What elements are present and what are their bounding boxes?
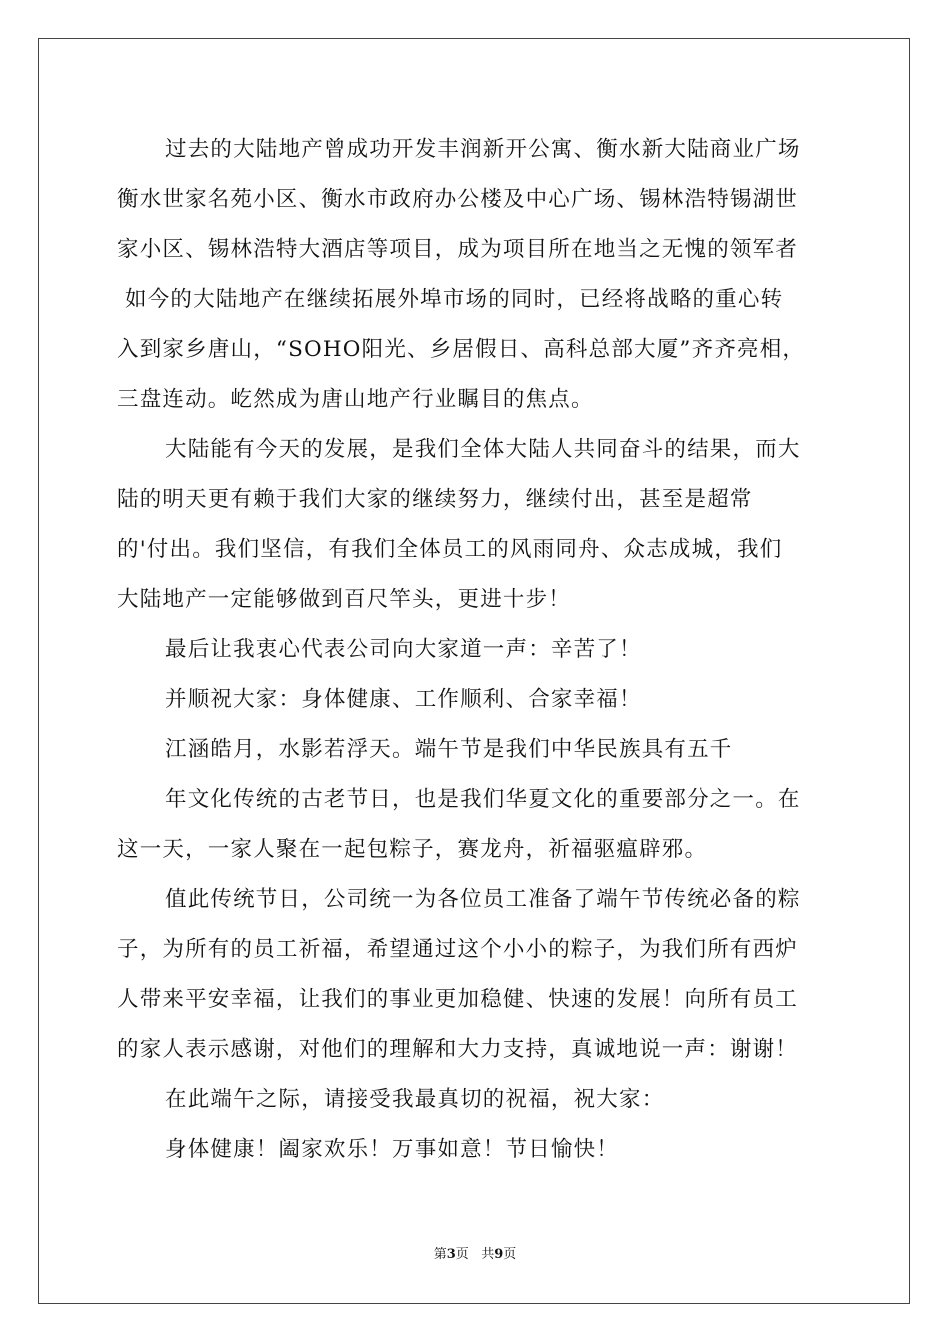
- text-line: 最后让我衷心代表公司向大家道一声：辛苦了！: [165, 637, 642, 662]
- page-footer: [0, 1246, 950, 1264]
- text-line: 陆的明天更有赖于我们大家的继续努力，继续付出，甚至是超常: [117, 487, 753, 512]
- text-line: 子，为所有的员工祈福，希望通过这个小小的粽子，为我们所有西炉: [117, 937, 799, 962]
- total-suffix: 页: [503, 1247, 517, 1262]
- text-line: 家小区、锡林浩特大酒店等项目，成为项目所在地当之无愧的领军者: [117, 237, 799, 262]
- text-line: 衡水世家名苑小区、衡水市政府办公楼及中心广场、锡林浩特锡湖世: [117, 187, 799, 212]
- text-line: 大陆能有今天的发展，是我们全体大陆人共同奋斗的结果，而大: [165, 437, 801, 462]
- page-total: 9: [494, 1247, 504, 1262]
- page-current: 3: [446, 1247, 456, 1262]
- total-prefix: 共: [481, 1247, 495, 1262]
- page-prefix: 第: [433, 1247, 447, 1262]
- page-suffix: 页: [455, 1247, 469, 1262]
- text-line: 这一天，一家人聚在一起包粽子，赛龙舟，祈福驱瘟辟邪。: [117, 837, 708, 862]
- text-line: 三盘连动。屹然成为唐山地产行业瞩目的焦点。: [117, 387, 594, 412]
- text-line: 的'付出。我们坚信，有我们全体员工的风雨同舟、众志成城，我们: [117, 537, 783, 562]
- text-line: 过去的大陆地产曾成功开发丰润新开公寓、衡水新大陆商业广场: [165, 137, 801, 162]
- text-line: 入到家乡唐山，“SOHO阳光、乡居假日、高科总部大厦”齐齐亮相，: [117, 337, 806, 362]
- text-line: 在此端午之际，请接受我最真切的祝福，祝大家：: [165, 1087, 665, 1112]
- text-line: 年文化传统的古老节日，也是我们华夏文化的重要部分之一。在: [165, 787, 801, 812]
- text-line: 江涵皓月，水影若浮天。端午节是我们中华民族具有五千: [165, 737, 733, 762]
- text-line: 人带来平安幸福，让我们的事业更加稳健、快速的发展！向所有员工: [117, 987, 799, 1012]
- text-line: 的家人表示感谢，对他们的理解和大力支持，真诚地说一声：谢谢！: [117, 1037, 799, 1062]
- text-line: 值此传统节日，公司统一为各位员工准备了端午节传统必备的粽: [165, 887, 801, 912]
- text-line: 身体健康！阖家欢乐！万事如意！节日愉快！: [165, 1137, 620, 1162]
- text-line: 如今的大陆地产在继续拓展外埠市场的同时，已经将战略的重心转: [117, 287, 784, 312]
- text-line: 并顺祝大家：身体健康、工作顺利、合家幸福！: [165, 687, 642, 712]
- text-line: 大陆地产一定能够做到百尺竿头，更进十步！: [117, 587, 572, 612]
